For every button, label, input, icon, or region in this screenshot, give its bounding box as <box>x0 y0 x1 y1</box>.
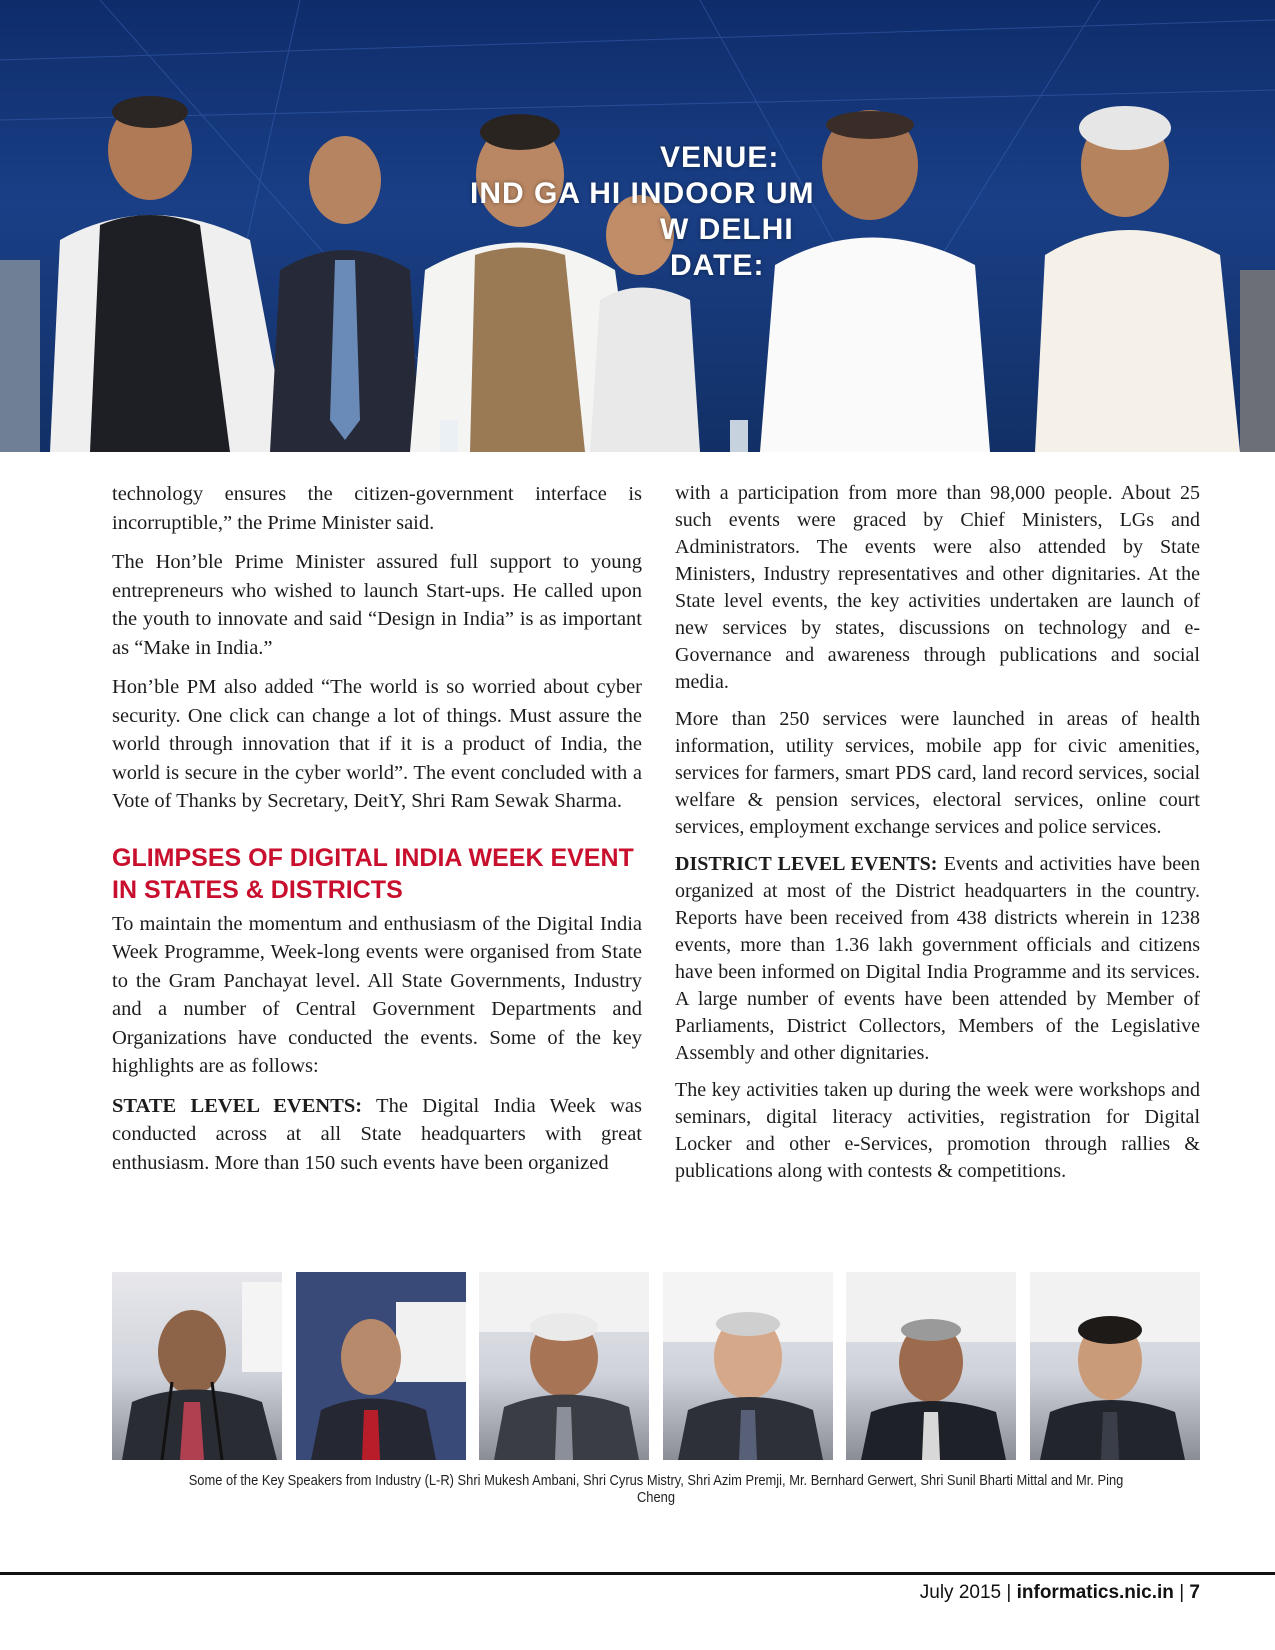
body-paragraph: More than 250 services were launched in areas of health information, utility services, mobile app for civic amenities, services for farmers, smart PDS card, land record services, social welfare & pension services, electoral services, online court services, employment exchange services and police services. <box>675 708 1200 838</box>
footer-separator: | <box>1001 1582 1017 1603</box>
body-paragraph: The Hon’ble Prime Minister assured full support to young entrepreneurs who wished to launch Start-ups. He called upon the youth to innovate and said “Design in India” is as important as “Make in India.” <box>112 551 642 659</box>
speakers-caption: Some of the Key Speakers from Industry (L-R) Shri Mukesh Ambani, Shri Cyrus Mistry, Shri Azim Premji, Mr. Bernhard Gerwert, Shri Sunil Bharti Mittal and Mr. Ping Cheng <box>188 1472 1124 1506</box>
state-level-lead: STATE LEVEL EVENTS: <box>112 1094 363 1117</box>
footer-site-link[interactable]: informatics.nic.in <box>1016 1582 1174 1603</box>
state-level-paragraph <box>112 1092 642 1178</box>
body-paragraph: The key activities taken up during the week were workshops and seminars, digital literacy activities, registration for Digital Locker and other e-Services, promotion through rallies & publications along with contests & competitions. <box>675 1079 1200 1182</box>
speaker-photo <box>1030 1272 1200 1460</box>
page-footer <box>920 1582 1200 1604</box>
speaker-photo <box>663 1272 833 1460</box>
sign-line: W DELHI <box>660 213 794 246</box>
speaker-photo-strip <box>112 1272 1200 1460</box>
sign-line: DATE: <box>670 249 765 282</box>
speaker-photo <box>846 1272 1016 1460</box>
hero-photo <box>0 0 1275 452</box>
body-paragraph: Hon’ble PM also added “The world is so worried about cyber security. One click can change a lot of things. Must assure the world through innovation that if it is a product of India, the world is secure in the cyber world”. The event concluded with a Vote of Thanks by Secretary, DeitY, Shri Ram Sewak Sharma. <box>112 676 642 812</box>
hero-venue-sign <box>470 140 815 284</box>
body-paragraph: with a participation from more than 98,000 people. About 25 such events were graced by Chief Ministers, LGs and Administrators. The events were also attended by State Ministers, Industry representatives and other dignitaries. At the State level events, the key activities undertaken are launch of new services by states, discussions on technology and e-Governance and awareness through publications and social media. <box>675 482 1200 693</box>
footer-separator: | <box>1173 1582 1190 1603</box>
section-heading: GLIMPSES OF DIGITAL INDIA WEEK EVENT IN STATES & DISTRICTS <box>112 843 634 904</box>
speaker-photo <box>112 1272 282 1460</box>
body-paragraph: technology ensures the citizen-government interface is incorruptible,” the Prime Minister said. <box>112 483 642 534</box>
district-level-lead: DISTRICT LEVEL EVENTS: <box>675 853 938 875</box>
right-column <box>675 480 1200 1195</box>
sign-line: VENUE: <box>660 141 780 174</box>
district-level-paragraph <box>675 851 1200 1067</box>
speaker-photo <box>296 1272 466 1460</box>
left-column <box>112 480 642 1188</box>
district-level-text: Events and activities have been organized at most of the District headquarters in the country. Reports have been received from 438 districts wherein in 1238 events, more than 1.36 lakh government officials and citizens have been informed on Digital India Programme and its services. A large number of events have been attended by Member of Parliaments, District Collectors, Members of the Legislative Assembly and other dignitaries. <box>675 853 1200 1064</box>
footer-divider <box>0 1572 1275 1575</box>
footer-month: July 2015 <box>919 1582 1002 1603</box>
page-number: 7 <box>1189 1582 1200 1603</box>
speaker-photo <box>479 1272 649 1460</box>
body-paragraph: To maintain the momentum and enthusiasm of the Digital India Week Programme, Week-long events were organised from State to the Gram Panchayat level. All State Governments, Industry and a number of Central Government Departments and Organizations have conducted the events. Some of the key highlights are as follows: <box>112 912 642 1077</box>
state-level-text: The Digital India Week was conducted across at all State headquarters with great enthusiasm. More than 150 such events have been organized <box>112 1094 643 1174</box>
sign-line: IND GA HI INDOOR UM <box>470 177 815 210</box>
